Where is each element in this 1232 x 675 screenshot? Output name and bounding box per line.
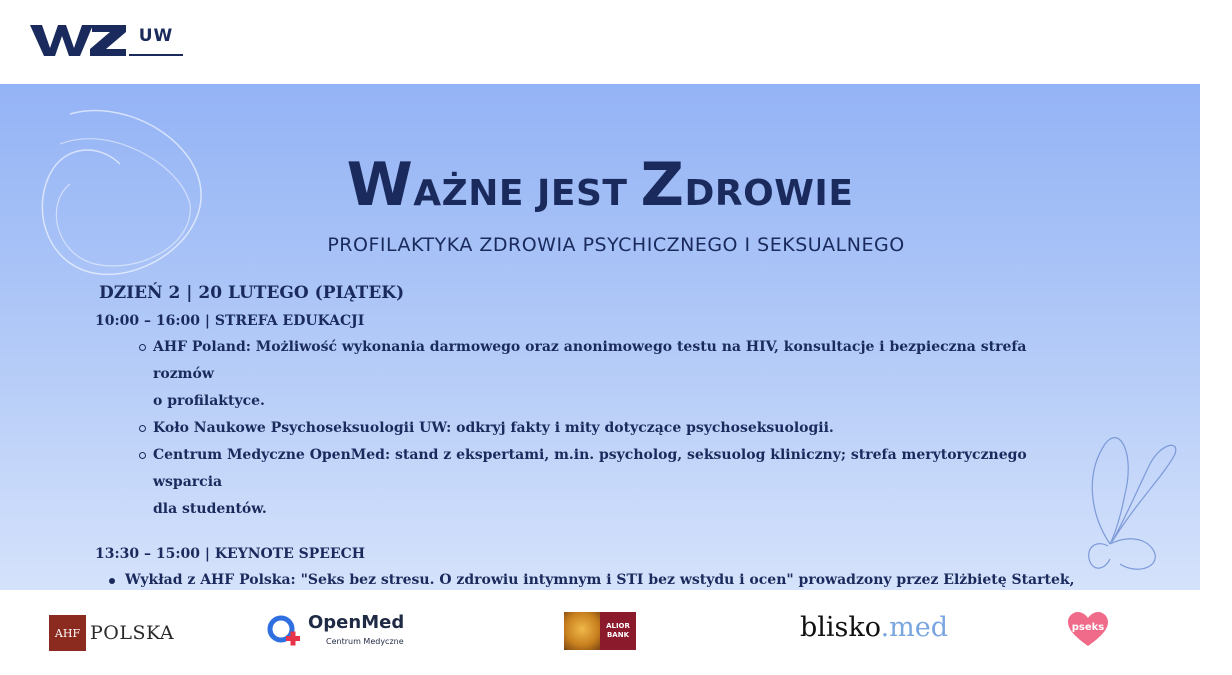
list-item-text: Centrum Medyczne OpenMed: stand z ekspertami, m.in. psycholog, seksuolog kliniczny; strefa merytorycznego wsparcia [153, 447, 1027, 490]
alior-label [600, 612, 636, 650]
alior-bank-logo[interactable] [564, 612, 636, 650]
header [0, 0, 1200, 84]
openmed-subtitle: Centrum Medyczne [326, 637, 404, 646]
sponsor-footer [0, 590, 1200, 675]
block-time-keynote: 13:30 – 15:00 | KEYNOTE SPEECH [95, 546, 365, 562]
education-list [95, 334, 1075, 523]
wz-uw-logo[interactable] [30, 22, 174, 62]
butterfly-icon [1080, 424, 1180, 574]
disc-bullet-icon [109, 578, 115, 584]
list-item [95, 415, 1075, 442]
list-item-continuation [95, 388, 1075, 415]
uw-underline [129, 54, 183, 56]
list-item-continuation [95, 496, 1075, 523]
blisko-text: blisko [800, 612, 881, 643]
circle-bullet-icon [139, 452, 146, 459]
ahf-text: POLSKA [90, 622, 175, 644]
pseks-text: pseks [1071, 622, 1105, 633]
main-panel [0, 84, 1200, 590]
list-item [95, 334, 1075, 388]
ahf-polska-logo[interactable] [49, 615, 174, 651]
title-w: W [346, 150, 414, 220]
blisko-med-logo[interactable] [800, 612, 948, 648]
bank-text: BANK [606, 631, 630, 639]
list-item-text: Wykład z AHF Polska: "Seks bez stresu. O zdrowiu intymnym i STI bez wstydu i ocen" prowadzony przez Elżbietę Startek, [125, 572, 1075, 588]
circle-bullet-icon [139, 425, 146, 432]
list-item [95, 442, 1075, 496]
circle-bullet-icon [139, 344, 146, 351]
event-subtitle: PROFILAKTYKA ZDROWIA PSYCHICZNEGO I SEKSUALNEGO [327, 234, 905, 256]
alior-text: ALIOR [606, 622, 630, 630]
day-heading: DZIEŃ 2 | 20 LUTEGO (PIĄTEK) [99, 283, 405, 303]
schedule [95, 282, 1075, 621]
openmed-name: OpenMed [308, 612, 405, 633]
med-text: .med [880, 612, 949, 643]
openmed-icon [266, 614, 302, 650]
alior-lion-image [564, 612, 600, 650]
list-item-text: Koło Naukowe Psychoseksuologii UW: odkryj fakty i mity dotyczące psychoseksuologii. [153, 420, 834, 436]
ahf-box: AHF [49, 615, 86, 651]
pseks-logo[interactable] [1068, 612, 1108, 648]
title-mid: AŻNE JEST [413, 173, 641, 214]
wz-logo-mark [30, 22, 126, 58]
list-item-text: o profilaktyce. [153, 393, 265, 409]
block-time-education: 10:00 – 16:00 | STREFA EDUKACJI [95, 313, 365, 329]
title-end: DROWIE [684, 173, 854, 214]
title-z: Z [640, 150, 685, 220]
event-title [0, 150, 1200, 220]
openmed-logo[interactable] [266, 610, 416, 654]
uw-label: UW [138, 26, 174, 46]
list-item-text: dla studentów. [153, 501, 267, 517]
list-item-text: AHF Poland: Możliwość wykonania darmowego oraz anonimowego testu na HIV, konsultacje i bezpieczna strefa rozmów [153, 339, 1027, 382]
